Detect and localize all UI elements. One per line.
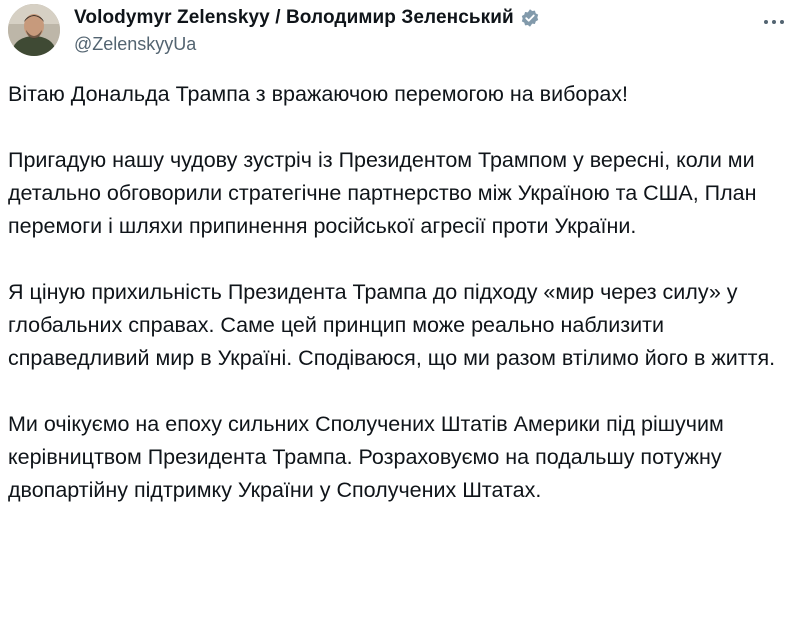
author-names (74, 6, 714, 55)
tweet-header (8, 4, 792, 60)
tweet-paragraph: Пригадую нашу чудову зустріч із Президентом Трампом у вересні, коли ми детально обговорили стратегічне партнерство між Україною та США, План перемоги і шляхи припинення російської агресії проти України. (8, 148, 757, 238)
display-name-row (74, 6, 714, 30)
more-options-icon (780, 20, 784, 24)
more-options-button[interactable] (760, 12, 788, 32)
display-name[interactable]: Volodymyr Zelenskyy / Володимир Зеленський (74, 7, 514, 28)
tweet-paragraph: Ми очікуємо на епоху сильних Сполучених Штатів Америки під рішучим керівництвом Президента Трампа. Розраховуємо на подальшу потужну двопартійну підтримку України у Сполучених Штатах. (8, 412, 724, 502)
tweet-paragraph: Я ціную прихильність Президента Трампа до підходу «мир через силу» у глобальних справах. Саме цей принцип може реально наблизити справедливий мир в Україні. Сподіваюся, що ми разом втілимо його в життя. (8, 280, 776, 370)
avatar[interactable] (8, 4, 60, 56)
author-handle[interactable]: @ZelenskyyUa (74, 34, 197, 54)
verified-badge-icon (520, 8, 540, 28)
tweet-text (8, 78, 792, 507)
tweet-paragraph: Вітаю Дональда Трампа з вражаючою перемогою на виборах! (8, 82, 629, 106)
avatar-photo (8, 4, 60, 56)
more-options-icon (764, 20, 768, 24)
more-options-icon (772, 20, 776, 24)
